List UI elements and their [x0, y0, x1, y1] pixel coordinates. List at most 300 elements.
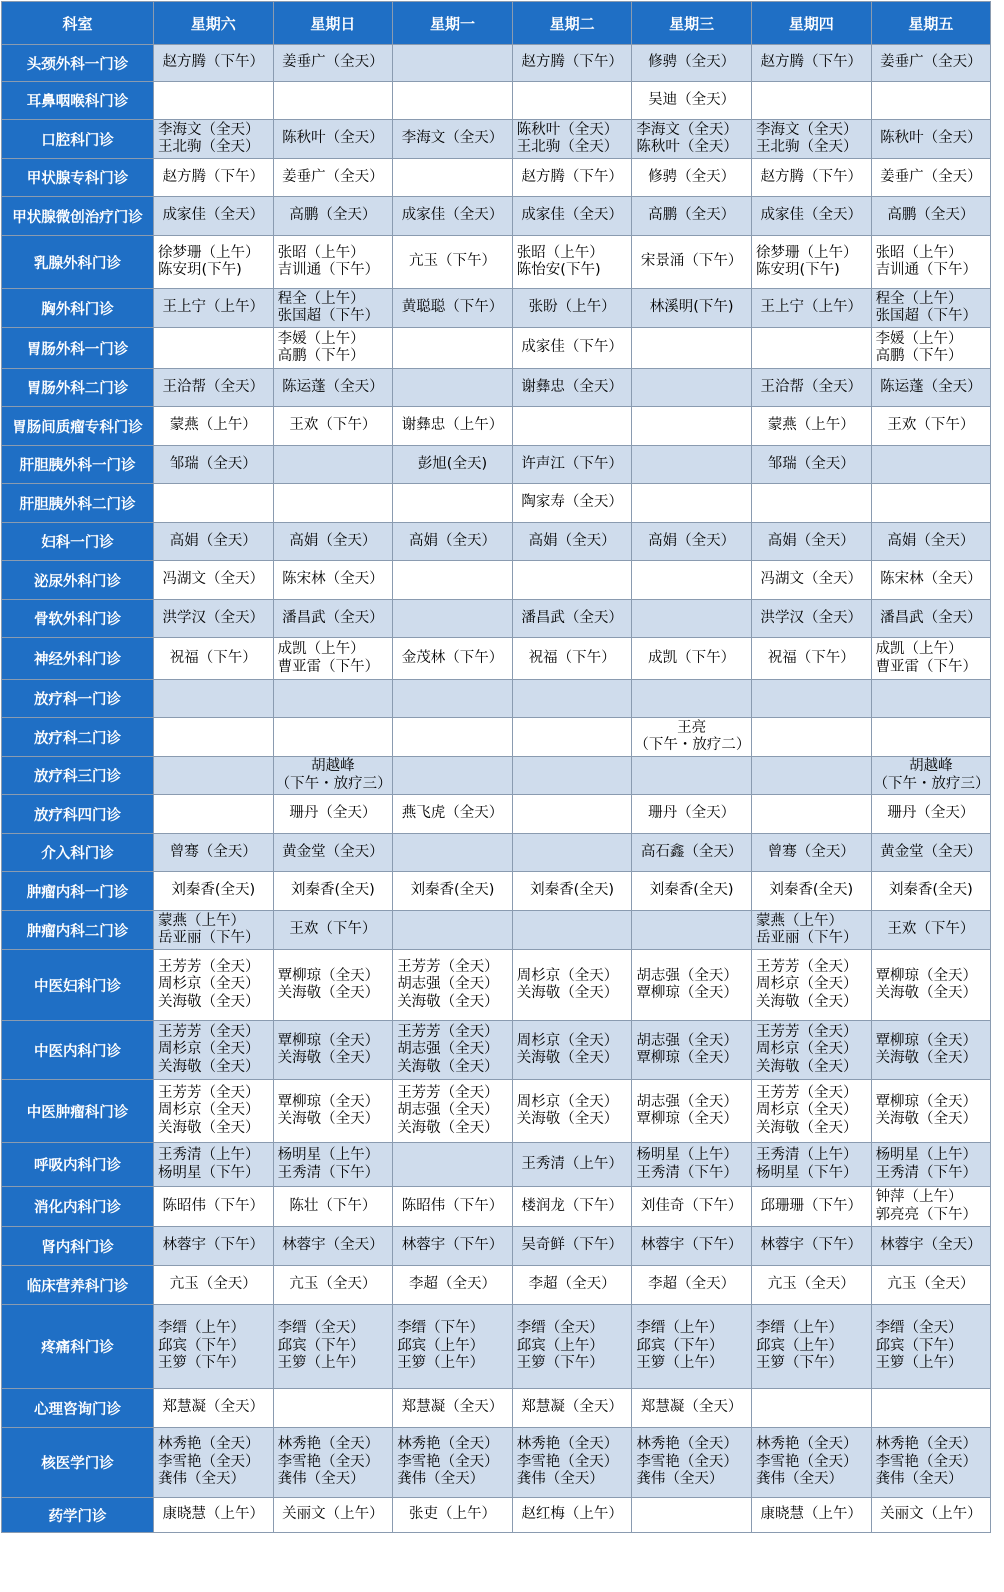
schedule-cell — [871, 718, 991, 757]
department-name: 消化内科门诊 — [2, 1187, 154, 1227]
schedule-cell — [751, 484, 871, 523]
department-name: 肾内科门诊 — [2, 1227, 154, 1266]
department-name: 肝胆胰外科二门诊 — [2, 484, 154, 523]
department-name: 肿瘤内科二门诊 — [2, 911, 154, 950]
schedule-cell: 王芳芳（全天） 周杉京（全天） 关海敬（全天） — [154, 950, 274, 1021]
schedule-cell: 李海文（全天） — [393, 120, 513, 159]
schedule-cell: 高娟（全天） — [393, 523, 513, 561]
schedule-cell: 康晓慧（上午） — [751, 1498, 871, 1533]
schedule-cell: 彭旭(全天) — [393, 446, 513, 484]
table-row — [2, 795, 991, 834]
table-row — [2, 950, 991, 1021]
schedule-cell: 陈宋林（全天） — [273, 561, 393, 600]
schedule-cell: 金茂林（下午） — [393, 638, 513, 680]
schedule-cell — [632, 911, 752, 950]
schedule-cell — [512, 911, 632, 950]
schedule-cell: 周杉京（全天） 关海敬（全天） — [512, 1021, 632, 1080]
department-name: 骨软外科门诊 — [2, 600, 154, 638]
schedule-cell: 关丽文（上午） — [871, 1498, 991, 1533]
schedule-cell: 王亮 （下午・放疗二） — [632, 718, 752, 757]
department-name: 胃肠间质瘤专科门诊 — [2, 407, 154, 446]
schedule-cell: 谢彝忠（上午） — [393, 407, 513, 446]
schedule-cell — [154, 82, 274, 120]
department-name: 心理咨询门诊 — [2, 1389, 154, 1428]
schedule-cell — [393, 1143, 513, 1187]
department-name: 泌尿外科门诊 — [2, 561, 154, 600]
schedule-cell: 钟萍（上午） 郭亮亮（下午） — [871, 1187, 991, 1227]
schedule-cell: 林秀艳（全天） 李雪艳（全天） 龚伟（全天） — [512, 1428, 632, 1498]
schedule-cell — [512, 82, 632, 120]
schedule-cell: 高娟（全天） — [273, 523, 393, 561]
schedule-cell: 亢玉（下午） — [393, 236, 513, 289]
department-name: 胸外科门诊 — [2, 289, 154, 328]
schedule-cell — [273, 680, 393, 718]
schedule-cell: 刘秦香(全天) — [393, 872, 513, 911]
schedule-cell: 郑慧凝（全天） — [512, 1389, 632, 1428]
schedule-cell — [632, 561, 752, 600]
schedule-cell: 王秀清（上午） 杨明星（下午） — [751, 1143, 871, 1187]
schedule-cell: 覃柳琼（全天） 关海敬（全天） — [871, 950, 991, 1021]
schedule-cell — [393, 718, 513, 757]
table-row — [2, 1227, 991, 1266]
schedule-cell — [632, 369, 752, 407]
schedule-cell: 张吏（上午） — [393, 1498, 513, 1533]
table-row — [2, 1021, 991, 1080]
department-name: 放疗科四门诊 — [2, 795, 154, 834]
table-row — [2, 1428, 991, 1498]
clinic-schedule-table — [1, 1, 991, 1533]
schedule-cell: 高鹏（全天） — [871, 197, 991, 236]
table-row — [2, 120, 991, 159]
schedule-cell: 林蓉宇（下午） — [751, 1227, 871, 1266]
schedule-cell: 胡志强（全天） 覃柳琼（全天） — [632, 1021, 752, 1080]
table-row — [2, 236, 991, 289]
table-row — [2, 289, 991, 328]
department-name: 神经外科门诊 — [2, 638, 154, 680]
schedule-cell: 高娟（全天） — [154, 523, 274, 561]
schedule-cell: 覃柳琼（全天） 关海敬（全天） — [273, 950, 393, 1021]
schedule-cell: 杨明星（上午） 王秀清（下午） — [871, 1143, 991, 1187]
schedule-cell — [393, 369, 513, 407]
schedule-cell: 李缙（下午） 邱宾（上午） 王箩（上午） — [393, 1305, 513, 1389]
table-row — [2, 561, 991, 600]
schedule-cell — [154, 757, 274, 795]
schedule-cell: 洪学汉（全天） — [154, 600, 274, 638]
schedule-cell: 王芳芳（全天） 周杉京（全天） 关海敬（全天） — [154, 1080, 274, 1143]
schedule-cell: 祝福（下午） — [512, 638, 632, 680]
schedule-cell: 周杉京（全天） 关海敬（全天） — [512, 1080, 632, 1143]
schedule-cell: 成家佳（全天） — [512, 197, 632, 236]
schedule-cell: 覃柳琼（全天） 关海敬（全天） — [871, 1080, 991, 1143]
schedule-cell: 王秀清（上午） — [512, 1143, 632, 1187]
schedule-cell: 郑慧凝（全天） — [632, 1389, 752, 1428]
schedule-cell: 李缙（全天） 邱宾（上午） 王箩（下午） — [512, 1305, 632, 1389]
schedule-cell: 胡志强（全天） 覃柳琼（全天） — [632, 950, 752, 1021]
table-row — [2, 484, 991, 523]
schedule-cell: 邹瑞（全天） — [751, 446, 871, 484]
schedule-cell — [751, 1389, 871, 1428]
schedule-cell: 林溪明(下午) — [632, 289, 752, 328]
table-row — [2, 328, 991, 369]
schedule-cell: 成凯（上午） 曹亚雷（下午） — [871, 638, 991, 680]
schedule-cell: 刘秦香(全天) — [154, 872, 274, 911]
table-row — [2, 1266, 991, 1305]
schedule-cell: 珊丹（全天） — [632, 795, 752, 834]
schedule-cell — [512, 718, 632, 757]
schedule-cell: 黄聪聪（下午） — [393, 289, 513, 328]
schedule-cell: 洪学汉（全天） — [751, 600, 871, 638]
schedule-cell — [393, 484, 513, 523]
department-name: 中医肿瘤科门诊 — [2, 1080, 154, 1143]
department-name: 头颈外科一门诊 — [2, 45, 154, 82]
schedule-cell — [632, 328, 752, 369]
schedule-cell — [632, 484, 752, 523]
schedule-cell — [751, 757, 871, 795]
schedule-cell: 胡越峰 （下午・放疗三） — [871, 757, 991, 795]
table-row — [2, 834, 991, 872]
schedule-cell: 刘秦香(全天) — [871, 872, 991, 911]
department-name: 胃肠外科二门诊 — [2, 369, 154, 407]
schedule-cell: 许声江（下午） — [512, 446, 632, 484]
schedule-cell: 高娟（全天） — [512, 523, 632, 561]
schedule-cell: 吴奇鲜（下午） — [512, 1227, 632, 1266]
department-name: 中医内科门诊 — [2, 1021, 154, 1080]
schedule-cell — [632, 680, 752, 718]
table-row — [2, 1305, 991, 1389]
schedule-cell — [751, 328, 871, 369]
schedule-cell: 陈秋叶（全天） — [871, 120, 991, 159]
table-row — [2, 369, 991, 407]
schedule-cell: 王芳芳（全天） 胡志强（全天） 关海敬（全天） — [393, 1021, 513, 1080]
schedule-cell — [154, 328, 274, 369]
schedule-cell — [154, 795, 274, 834]
schedule-cell: 吴迪（全天） — [632, 82, 752, 120]
schedule-cell: 王洽帮（全天） — [154, 369, 274, 407]
schedule-cell: 陈宋林（全天） — [871, 561, 991, 600]
schedule-cell: 修骋（全天） — [632, 45, 752, 82]
schedule-cell — [154, 718, 274, 757]
schedule-cell: 李超（全天） — [632, 1266, 752, 1305]
schedule-cell — [154, 680, 274, 718]
department-name: 甲状腺专科门诊 — [2, 159, 154, 197]
schedule-cell: 高娟（全天） — [871, 523, 991, 561]
table-row — [2, 159, 991, 197]
schedule-cell: 林蓉宇（下午） — [154, 1227, 274, 1266]
department-name: 疼痛科门诊 — [2, 1305, 154, 1389]
schedule-cell: 亢玉（全天） — [751, 1266, 871, 1305]
schedule-cell: 杨明星（上午） 王秀清（下午） — [273, 1143, 393, 1187]
schedule-cell — [273, 446, 393, 484]
schedule-cell — [871, 446, 991, 484]
schedule-cell: 王秀清（上午） 杨明星（下午） — [154, 1143, 274, 1187]
schedule-cell: 李超（全天） — [393, 1266, 513, 1305]
table-row — [2, 523, 991, 561]
schedule-cell — [632, 600, 752, 638]
table-row — [2, 911, 991, 950]
schedule-cell: 康晓慧（上午） — [154, 1498, 274, 1533]
schedule-cell — [871, 1389, 991, 1428]
table-row — [2, 1143, 991, 1187]
schedule-cell: 燕飞虎（全天） — [393, 795, 513, 834]
table-row — [2, 197, 991, 236]
schedule-cell: 周杉京（全天） 关海敬（全天） — [512, 950, 632, 1021]
department-name: 放疗科三门诊 — [2, 757, 154, 795]
schedule-cell — [393, 561, 513, 600]
schedule-cell: 关丽文（上午） — [273, 1498, 393, 1533]
schedule-cell: 潘昌武（全天） — [871, 600, 991, 638]
schedule-body — [2, 45, 991, 1533]
schedule-cell: 陈运蓬（全天） — [273, 369, 393, 407]
schedule-cell: 蒙燕（上午） 岳亚丽（下午） — [751, 911, 871, 950]
table-row — [2, 82, 991, 120]
schedule-cell: 程全（上午） 张国超（下午） — [871, 289, 991, 328]
schedule-cell: 林秀艳（全天） 李雪艳（全天） 龚伟（全天） — [632, 1428, 752, 1498]
schedule-cell: 李缙（上午） 邱宾（下午） 王箩（上午） — [632, 1305, 752, 1389]
table-row — [2, 1389, 991, 1428]
schedule-cell: 陶家寿（全天） — [512, 484, 632, 523]
schedule-cell: 姜垂广（全天） — [871, 45, 991, 82]
schedule-cell — [393, 82, 513, 120]
schedule-cell — [393, 45, 513, 82]
schedule-cell: 成家佳（全天） — [751, 197, 871, 236]
department-name: 甲状腺微创治疗门诊 — [2, 197, 154, 236]
schedule-cell — [512, 407, 632, 446]
schedule-cell: 王欢（下午） — [871, 407, 991, 446]
schedule-cell: 刘秦香(全天) — [512, 872, 632, 911]
department-name: 放疗科一门诊 — [2, 680, 154, 718]
schedule-cell: 冯湖文（全天） — [751, 561, 871, 600]
schedule-cell: 宋景涌（下午） — [632, 236, 752, 289]
schedule-cell — [512, 795, 632, 834]
schedule-cell: 王上宁（上午） — [751, 289, 871, 328]
department-name: 药学门诊 — [2, 1498, 154, 1533]
schedule-cell — [751, 718, 871, 757]
schedule-cell: 杨明星（上午） 王秀清（下午） — [632, 1143, 752, 1187]
schedule-cell: 曾骞（全天） — [154, 834, 274, 872]
department-name: 介入科门诊 — [2, 834, 154, 872]
table-row — [2, 407, 991, 446]
schedule-cell: 陈秋叶（全天） 王北驹（全天） — [512, 120, 632, 159]
header-tuesday: 星期二 — [512, 2, 632, 45]
schedule-cell — [871, 484, 991, 523]
schedule-cell: 王洽帮（全天） — [751, 369, 871, 407]
schedule-cell: 李缙（全天） 邱宾（下午） 王箩（上午） — [273, 1305, 393, 1389]
department-name: 乳腺外科门诊 — [2, 236, 154, 289]
table-row — [2, 757, 991, 795]
schedule-cell — [632, 1498, 752, 1533]
table-row — [2, 872, 991, 911]
department-name: 胃肠外科一门诊 — [2, 328, 154, 369]
schedule-cell — [393, 600, 513, 638]
schedule-cell: 高鹏（全天） — [632, 197, 752, 236]
schedule-cell: 姜垂广（全天） — [273, 45, 393, 82]
schedule-cell: 陈壮（下午） — [273, 1187, 393, 1227]
schedule-cell: 李媛（上午） 高鹏（下午） — [273, 328, 393, 369]
header-thursday: 星期四 — [751, 2, 871, 45]
schedule-cell: 高娟（全天） — [632, 523, 752, 561]
schedule-cell — [393, 328, 513, 369]
header-wednesday: 星期三 — [632, 2, 752, 45]
schedule-cell: 蒙燕（上午） 岳亚丽（下午） — [154, 911, 274, 950]
schedule-cell: 祝福（下午） — [154, 638, 274, 680]
table-row — [2, 718, 991, 757]
header-friday: 星期五 — [871, 2, 991, 45]
schedule-cell — [632, 446, 752, 484]
schedule-cell: 陈昭伟（下午） — [154, 1187, 274, 1227]
schedule-cell: 王欢（下午） — [871, 911, 991, 950]
schedule-cell: 珊丹（全天） — [273, 795, 393, 834]
schedule-cell: 成家佳（下午） — [512, 328, 632, 369]
schedule-cell — [393, 911, 513, 950]
schedule-cell: 李海文（全天） 陈秋叶（全天） — [632, 120, 752, 159]
table-row — [2, 1187, 991, 1227]
schedule-cell — [512, 757, 632, 795]
schedule-cell — [393, 834, 513, 872]
schedule-cell: 成凯（上午） 曹亚雷（下午） — [273, 638, 393, 680]
header-row — [2, 2, 991, 45]
header-department: 科室 — [2, 2, 154, 45]
schedule-cell — [512, 834, 632, 872]
schedule-cell: 赵方腾（下午） — [154, 159, 274, 197]
schedule-cell — [273, 718, 393, 757]
schedule-cell: 李超（全天） — [512, 1266, 632, 1305]
table-row — [2, 600, 991, 638]
schedule-cell: 邹瑞（全天） — [154, 446, 274, 484]
table-row — [2, 638, 991, 680]
schedule-cell: 赵方腾（下午） — [751, 45, 871, 82]
schedule-cell: 覃柳琼（全天） 关海敬（全天） — [273, 1080, 393, 1143]
schedule-cell: 陈秋叶（全天） — [273, 120, 393, 159]
schedule-cell: 姜垂广（全天） — [871, 159, 991, 197]
schedule-cell: 高石鑫（全天） — [632, 834, 752, 872]
schedule-cell: 徐梦珊（上午） 陈安玥(下午) — [154, 236, 274, 289]
schedule-cell: 潘昌武（全天） — [512, 600, 632, 638]
schedule-cell: 林秀艳（全天） 李雪艳（全天） 龚伟（全天） — [751, 1428, 871, 1498]
schedule-cell: 刘秦香(全天) — [751, 872, 871, 911]
schedule-cell: 郑慧凝（全天） — [154, 1389, 274, 1428]
department-name: 呼吸内科门诊 — [2, 1143, 154, 1187]
table-row — [2, 1080, 991, 1143]
schedule-cell: 张昭（上午） 吉训通（下午） — [273, 236, 393, 289]
schedule-cell — [512, 680, 632, 718]
schedule-cell: 高鹏（全天） — [273, 197, 393, 236]
schedule-cell — [273, 1389, 393, 1428]
schedule-cell: 李海文（全天） 王北驹（全天） — [751, 120, 871, 159]
department-name: 耳鼻咽喉科门诊 — [2, 82, 154, 120]
table-row — [2, 680, 991, 718]
schedule-cell: 林蓉宇（下午） — [393, 1227, 513, 1266]
schedule-cell: 楼润龙（下午） — [512, 1187, 632, 1227]
schedule-cell: 胡志强（全天） 覃柳琼（全天） — [632, 1080, 752, 1143]
schedule-cell — [751, 795, 871, 834]
schedule-cell: 张盼（上午） — [512, 289, 632, 328]
schedule-cell: 林秀艳（全天） 李雪艳（全天） 龚伟（全天） — [393, 1428, 513, 1498]
schedule-cell — [871, 680, 991, 718]
department-name: 中医妇科门诊 — [2, 950, 154, 1021]
schedule-cell: 曾骞（全天） — [751, 834, 871, 872]
schedule-cell: 潘昌武（全天） — [273, 600, 393, 638]
schedule-cell: 林秀艳（全天） 李雪艳（全天） 龚伟（全天） — [154, 1428, 274, 1498]
schedule-cell: 王欢（下午） — [273, 911, 393, 950]
schedule-cell: 赵方腾（下午） — [512, 45, 632, 82]
schedule-cell: 王芳芳（全天） 胡志强（全天） 关海敬（全天） — [393, 1080, 513, 1143]
department-name: 核医学门诊 — [2, 1428, 154, 1498]
schedule-cell: 邱珊珊（下午） — [751, 1187, 871, 1227]
schedule-cell: 李媛（上午） 高鹏（下午） — [871, 328, 991, 369]
schedule-cell: 蒙燕（上午） — [154, 407, 274, 446]
header-monday: 星期一 — [393, 2, 513, 45]
schedule-cell: 张昭（上午） 吉训通（下午） — [871, 236, 991, 289]
schedule-cell: 成家佳（全天） — [393, 197, 513, 236]
schedule-cell: 郑慧凝（全天） — [393, 1389, 513, 1428]
schedule-cell: 陈昭伟（下午） — [393, 1187, 513, 1227]
schedule-cell: 王芳芳（全天） 周杉京（全天） 关海敬（全天） — [751, 1021, 871, 1080]
schedule-cell: 覃柳琼（全天） 关海敬（全天） — [871, 1021, 991, 1080]
schedule-cell: 覃柳琼（全天） 关海敬（全天） — [273, 1021, 393, 1080]
schedule-cell: 修骋（全天） — [632, 159, 752, 197]
schedule-cell — [393, 680, 513, 718]
schedule-cell: 亢玉（全天） — [273, 1266, 393, 1305]
schedule-cell — [273, 484, 393, 523]
table-row — [2, 1498, 991, 1533]
schedule-cell: 赵方腾（下午） — [154, 45, 274, 82]
schedule-cell: 亢玉（全天） — [871, 1266, 991, 1305]
schedule-cell: 王芳芳（全天） 周杉京（全天） 关海敬（全天） — [751, 1080, 871, 1143]
schedule-cell — [273, 82, 393, 120]
schedule-cell: 林秀艳（全天） 李雪艳（全天） 龚伟（全天） — [273, 1428, 393, 1498]
schedule-cell: 王芳芳（全天） 周杉京（全天） 关海敬（全天） — [751, 950, 871, 1021]
schedule-cell — [632, 407, 752, 446]
schedule-cell: 胡越峰 （下午・放疗三） — [273, 757, 393, 795]
schedule-cell — [393, 757, 513, 795]
schedule-cell: 林蓉宇（下午） — [632, 1227, 752, 1266]
schedule-cell: 陈运蓬（全天） — [871, 369, 991, 407]
department-name: 肿瘤内科一门诊 — [2, 872, 154, 911]
schedule-cell: 赵红梅（上午） — [512, 1498, 632, 1533]
table-row — [2, 45, 991, 82]
schedule-cell: 蒙燕（上午） — [751, 407, 871, 446]
department-name: 放疗科二门诊 — [2, 718, 154, 757]
schedule-cell: 李缙（全天） 邱宾（下午） 王箩（上午） — [871, 1305, 991, 1389]
schedule-cell: 成家佳（全天） — [154, 197, 274, 236]
department-name: 口腔科门诊 — [2, 120, 154, 159]
schedule-cell: 刘佳奇（下午） — [632, 1187, 752, 1227]
schedule-cell: 李缙（上午） 邱宾（下午） 王箩（下午） — [154, 1305, 274, 1389]
schedule-cell: 赵方腾（下午） — [751, 159, 871, 197]
schedule-cell: 李海文（全天） 王北驹（全天） — [154, 120, 274, 159]
department-name: 妇科一门诊 — [2, 523, 154, 561]
schedule-cell: 林秀艳（全天） 李雪艳（全天） 龚伟（全天） — [871, 1428, 991, 1498]
schedule-cell: 王欢（下午） — [273, 407, 393, 446]
department-name: 肝胆胰外科一门诊 — [2, 446, 154, 484]
schedule-cell: 姜垂广（全天） — [273, 159, 393, 197]
schedule-cell: 林蓉宇（全天） — [871, 1227, 991, 1266]
schedule-cell: 黄金堂（全天） — [871, 834, 991, 872]
schedule-cell: 李缙（上午） 邱宾（上午） 王箩（下午） — [751, 1305, 871, 1389]
header-saturday: 星期六 — [154, 2, 274, 45]
schedule-cell — [512, 561, 632, 600]
schedule-cell: 祝福（下午） — [751, 638, 871, 680]
schedule-cell: 刘秦香(全天) — [632, 872, 752, 911]
schedule-cell: 成凯（下午） — [632, 638, 752, 680]
schedule-cell: 张昭（上午） 陈怡安(下午) — [512, 236, 632, 289]
schedule-cell: 谢彝忠（全天） — [512, 369, 632, 407]
schedule-cell: 林蓉宇（全天） — [273, 1227, 393, 1266]
schedule-cell: 刘秦香(全天) — [273, 872, 393, 911]
schedule-cell: 冯湖文（全天） — [154, 561, 274, 600]
schedule-cell — [632, 757, 752, 795]
schedule-cell: 赵方腾（下午） — [512, 159, 632, 197]
